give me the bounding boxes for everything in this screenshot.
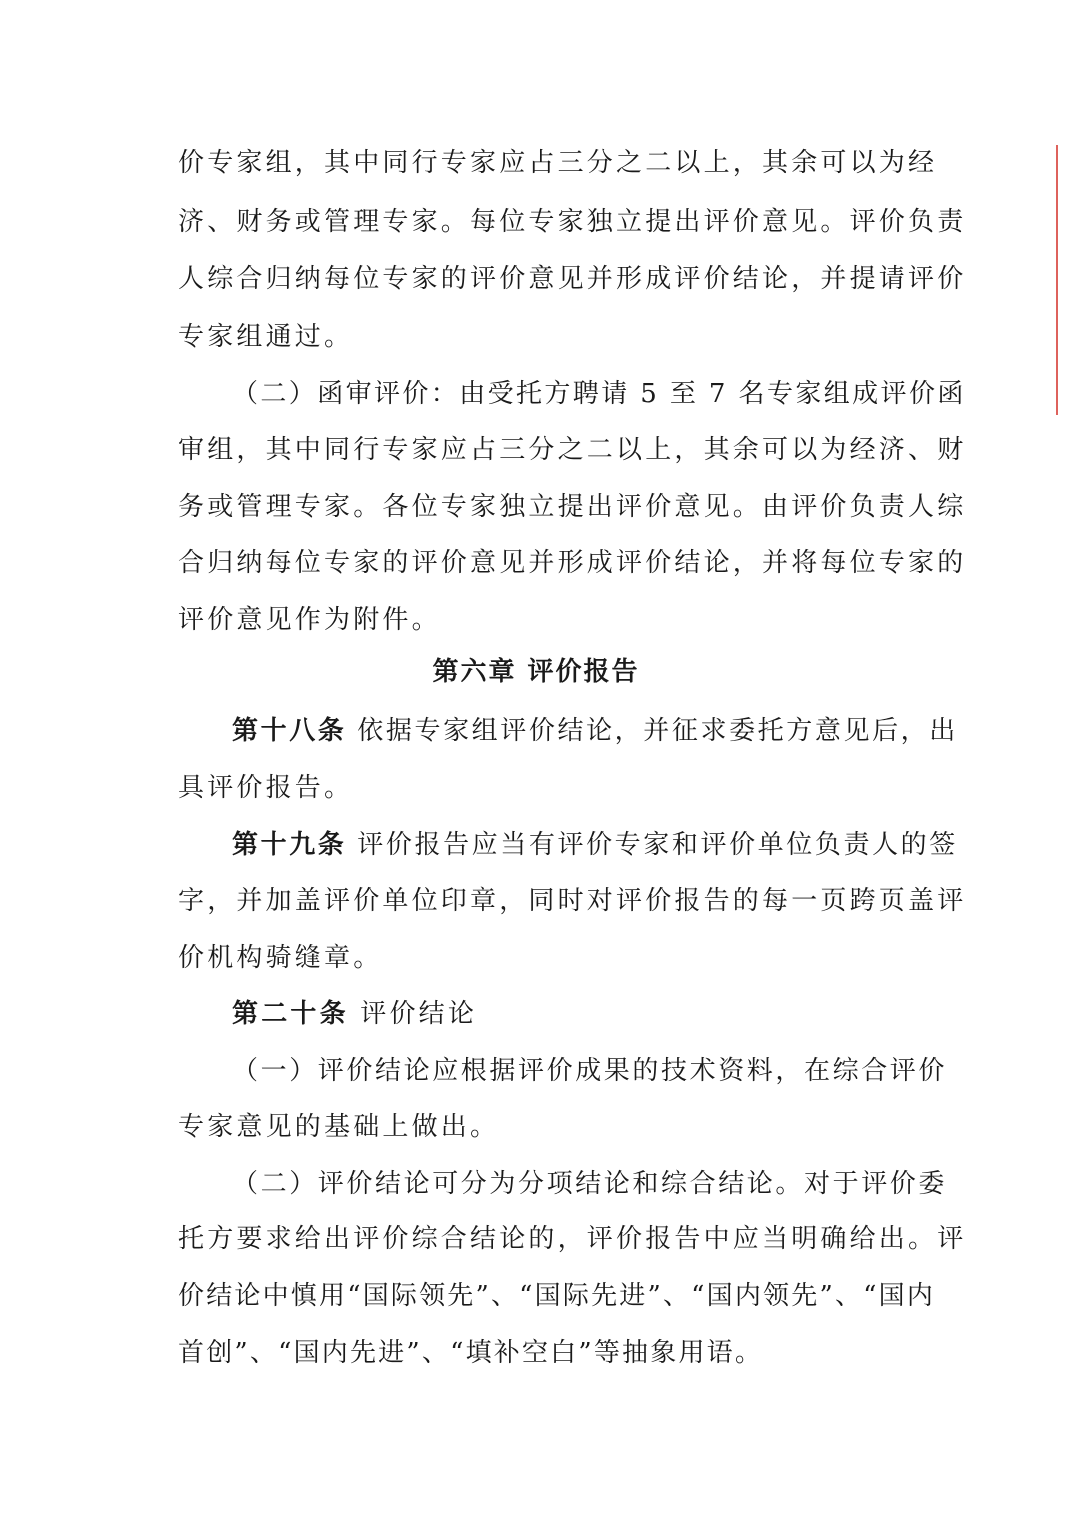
article-20-item-2-line-3: 价结论中慎用“国际领先”、“国际先进”、“国内领先”、“国内 — [178, 1281, 936, 1311]
article-19-line-3: 价机构骑缝章。 — [178, 943, 383, 973]
article-20-title — [232, 997, 477, 1031]
chapter-heading: 第六章 评价报告 — [432, 657, 640, 687]
paragraph-line: 专家组通过。 — [178, 322, 354, 352]
article-19-line-1 — [232, 828, 958, 862]
article-19-line-2: 字，并加盖评价单位印章，同时对评价报告的每一页跨页盖评 — [178, 886, 967, 916]
article-20-item-1-line-1: （一）评价结论应根据评价成果的技术资料，在综合评价 — [232, 1056, 948, 1086]
article-20-item-2-line-4: 首创”、“国内先进”、“填补空白”等抽象用语。 — [178, 1338, 764, 1368]
article-18-line-2: 具评价报告。 — [178, 773, 354, 803]
article-20-item-1-line-2: 专家意见的基础上做出。 — [178, 1112, 500, 1142]
paragraph-line: 人综合归纳每位专家的评价意见并形成评价结论，并提请评价 — [178, 264, 967, 294]
article-text: 评价结论 — [348, 999, 478, 1029]
paragraph-line: 评价意见作为附件。 — [178, 605, 441, 635]
paragraph-line: 济、财务或管理专家。每位专家独立提出评价意见。评价负责 — [178, 207, 967, 237]
article-20-item-2-line-2: 托方要求给出评价综合结论的，评价报告中应当明确给出。评 — [178, 1224, 967, 1254]
seal-edge-mark — [1056, 145, 1058, 415]
article-text: 依据专家组评价结论，并征求委托方意见后，出 — [346, 716, 958, 746]
article-label: 第二十条 — [232, 999, 349, 1029]
article-text: 评价报告应当有评价专家和评价单位负责人的签 — [346, 830, 958, 860]
paragraph-line: 务或管理专家。各位专家独立提出评价意见。由评价负责人综 — [178, 492, 967, 522]
paragraph-line: 合归纳每位专家的评价意见并形成评价结论，并将每位专家的 — [178, 548, 967, 578]
paragraph-line: （二）函审评价：由受托方聘请 5 至 7 名专家组成评价函 — [232, 379, 966, 409]
article-20-item-2-line-1: （二）评价结论可分为分项结论和综合结论。对于评价委 — [232, 1169, 948, 1199]
paragraph-line: 价专家组，其中同行专家应占三分之二以上，其余可以为经 — [178, 148, 938, 178]
article-label: 第十八条 — [232, 716, 347, 746]
paragraph-line: 审组，其中同行专家应占三分之二以上，其余可以为经济、财 — [178, 435, 967, 465]
article-18-line-1 — [232, 714, 958, 748]
article-label: 第十九条 — [232, 830, 347, 860]
